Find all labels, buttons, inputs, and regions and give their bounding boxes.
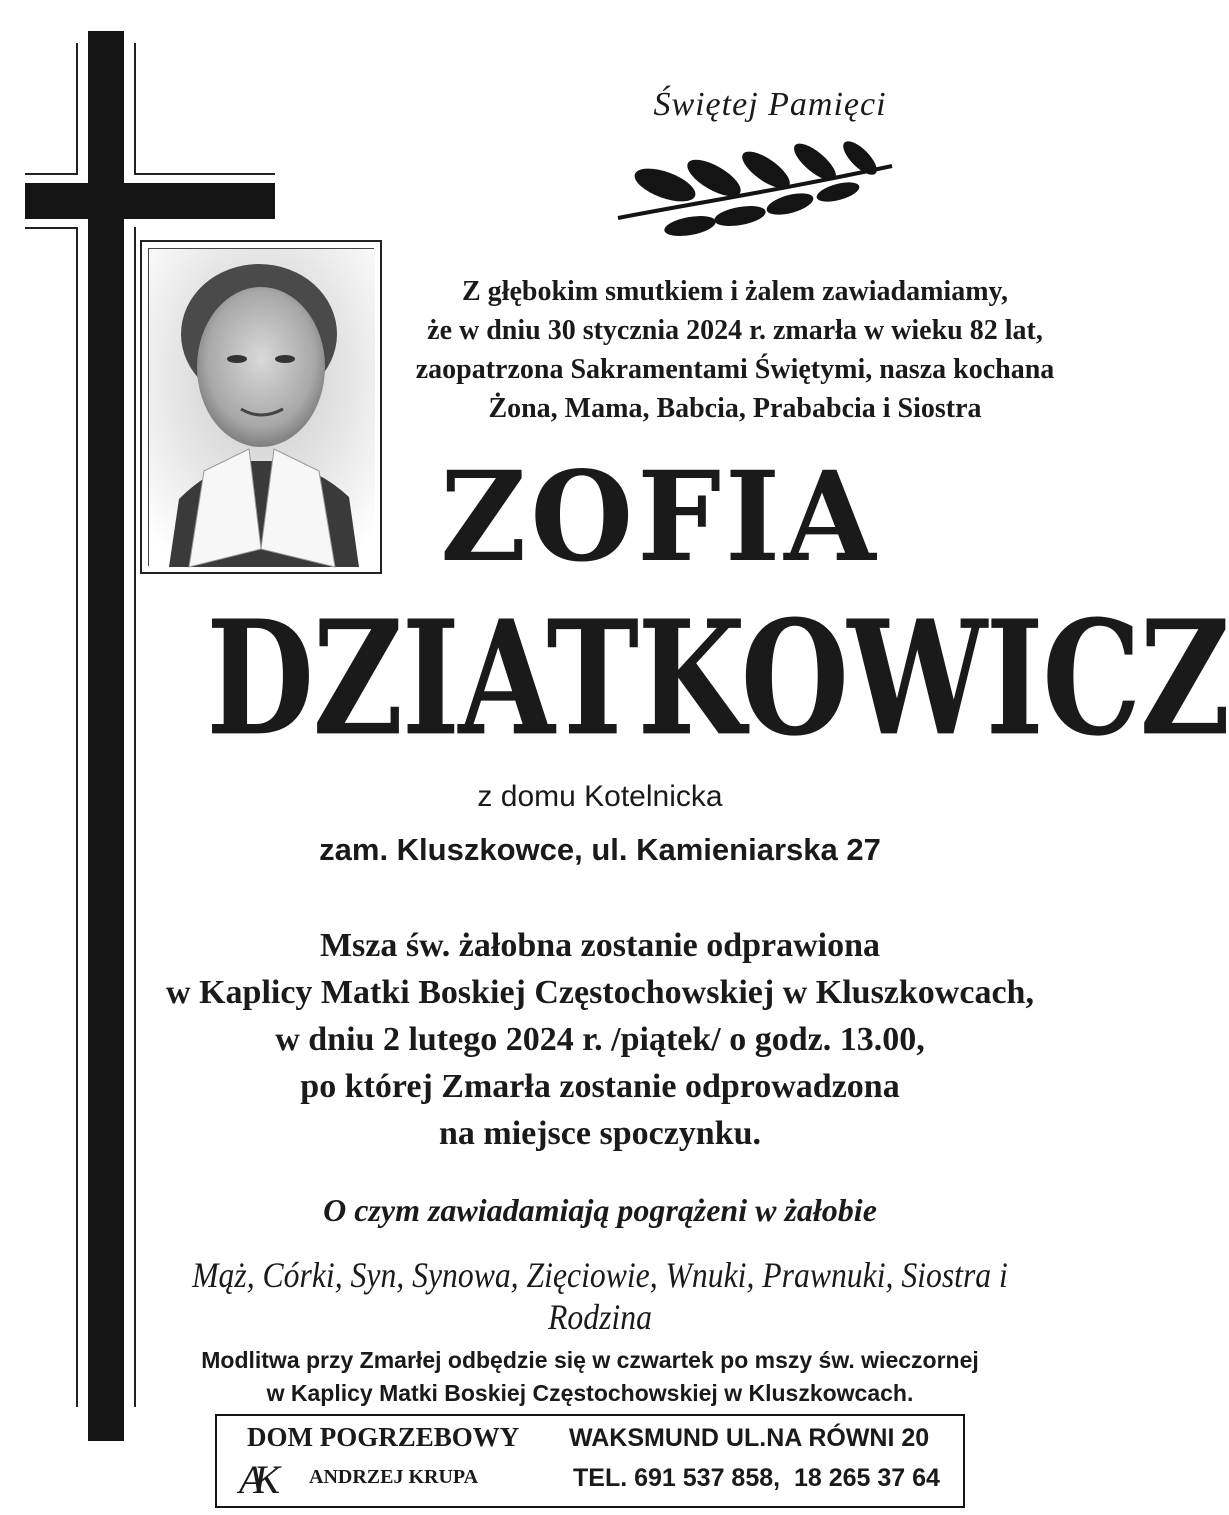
maiden-name: z domu Kotelnicka xyxy=(477,780,723,813)
cross-outline-line xyxy=(134,227,136,1407)
mass-line: po której Zmarła zostanie odprowadzona xyxy=(300,1068,900,1105)
mass-line: w Kaplicy Matki Boskiej Częstochowskiej w Kluszkowcach, xyxy=(166,974,1034,1011)
funeral-home-owner: ANDRZEJ KRUPA xyxy=(309,1466,479,1488)
announcement-line: że w dniu 30 stycznia 2024 r. zmarła w wieku 82 lat, xyxy=(427,315,1043,346)
prayer-note xyxy=(150,1344,1030,1410)
announcement-text xyxy=(400,272,1070,428)
mourners-family: Mąż, Córki, Syn, Synowa, Zięciowie, Wnuki, Prawnuki, Siostra i Rodzina xyxy=(192,1255,1008,1337)
funeral-home-box xyxy=(215,1414,965,1508)
announcement-line: zaopatrzona Sakramentami Świętymi, nasza kochana xyxy=(415,354,1055,385)
funeral-home-phone[interactable]: TEL. 691 537 858, 18 265 37 64 xyxy=(573,1464,940,1492)
prayer-line: w Kaplicy Matki Boskiej Częstochowskiej w Kluszkowcach. xyxy=(266,1380,914,1406)
portrait-image xyxy=(149,249,375,567)
portrait-photo xyxy=(148,248,374,566)
funeral-home-address: WAKSMUND UL.NA RÓWNI 20 xyxy=(569,1424,930,1452)
cross-vertical-beam xyxy=(88,31,124,1441)
funeral-home-logo: AK xyxy=(239,1457,271,1502)
funeral-home-name: DOM POGRZEBOWY xyxy=(247,1422,520,1452)
mass-line: w dniu 2 lutego 2024 r. /piątek/ o godz. 13.00, xyxy=(275,1021,925,1058)
announcement-line: Z głębokim smutkiem i żalem zawiadamiamy, xyxy=(462,276,1008,307)
announcement-line: Żona, Mama, Babcia, Prababcia i Siostra xyxy=(488,393,982,424)
mass-info xyxy=(140,922,1060,1157)
cross-outline-line xyxy=(134,173,275,175)
deceased-address: zam. Kluszkowce, ul. Kamieniarska 27 xyxy=(319,832,881,867)
mass-line: Msza św. żałobna zostanie odprawiona xyxy=(319,927,881,964)
mourners-intro: O czym zawiadamiają pogrążeni w żałobie xyxy=(323,1192,877,1228)
leaf-branch-icon xyxy=(610,140,900,230)
mass-line: na miejsce spoczynku. xyxy=(438,1115,762,1152)
cross-outline-line xyxy=(25,227,78,229)
cross-outline-line xyxy=(76,227,78,1407)
cross-outline-line xyxy=(76,43,78,173)
header-title: Świętej Pamięci xyxy=(653,86,887,123)
cross-outline-line xyxy=(134,43,136,173)
cross-outline-line xyxy=(25,173,78,175)
prayer-line: Modlitwa przy Zmarłej odbędzie się w czwartek po mszy św. wieczornej xyxy=(201,1347,979,1373)
cross-horizontal-beam xyxy=(25,183,275,219)
deceased-first-name: ZOFIA xyxy=(440,443,880,590)
deceased-last-name: DZIATKOWICZ xyxy=(206,586,1229,772)
